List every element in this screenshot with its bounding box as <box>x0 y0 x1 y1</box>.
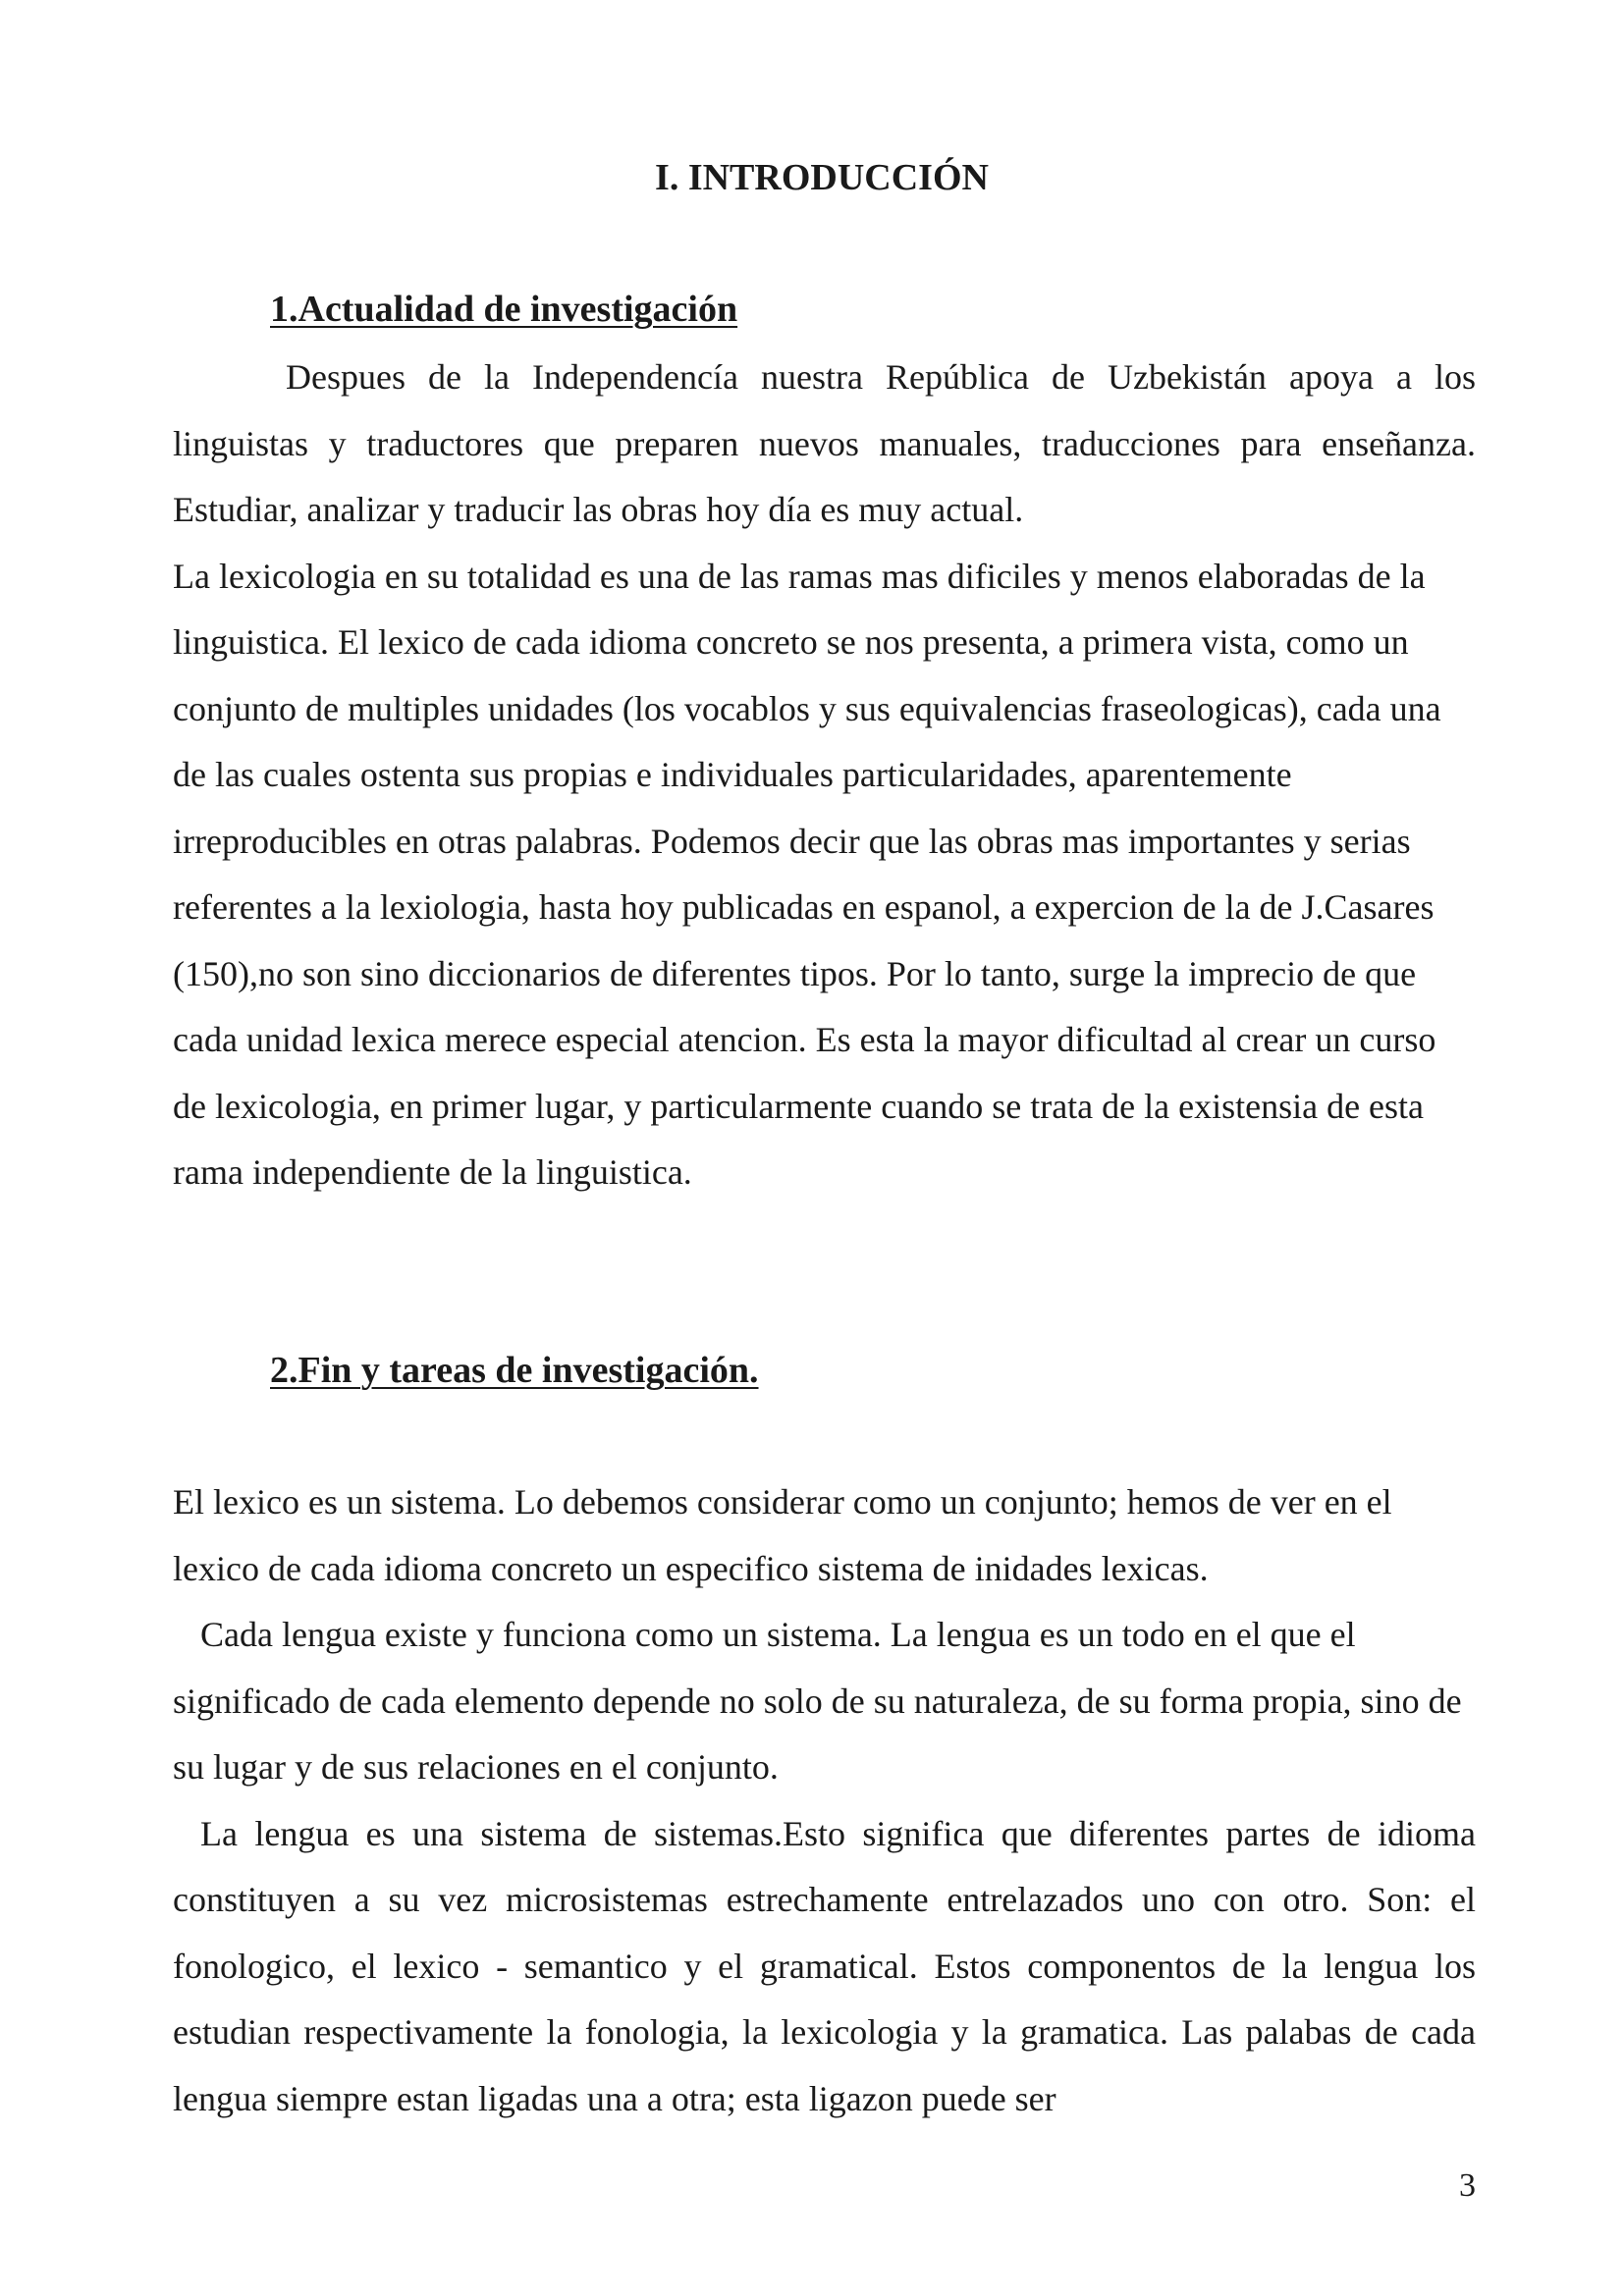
paragraph: El lexico es un sistema. Lo debemos considerar como un conjunto; hemos de ver en el lexico de cada idioma concreto un especifico sistema de inidades lexicas. <box>173 1482 1392 1588</box>
section-body-fin-y-tareas <box>173 1469 1476 2132</box>
paragraph: La lexicologia en su totalidad es una de las ramas mas dificiles y menos elaboradas de la linguistica. El lexico de cada idioma concreto se nos presenta, a primera vista, como un conjunto de multiples unidades (los vocablos y sus equivalencias fraseologicas), cada una de las cuales ostenta sus propias e individuales particularidades, aparentemente irreproducibles en otras palabras. Podemos decir que las obras mas importantes y serias referentes a la lexiologia, hasta hoy publicadas en espanol, a expercion de la de J.Casares (150),no son sino diccionarios de diferentes tipos. Por lo tanto, surge la imprecio de que cada unidad lexica merece especial atencion. Es esta la mayor dificultad al crear un curso de lexicologia, en primer lugar, y particularmente cuando se trata de la existensia de esta rama independiente de la linguistica. <box>173 556 1441 1192</box>
paragraph: Cada lengua existe y funciona como un sistema. La lengua es un todo en el que el significado de cada elemento depende no solo de su naturaleza, de su forma propia, sino de su lugar y de sus relaciones en el conjunto. <box>173 1615 1462 1787</box>
section-heading-fin-y-tareas: 2.Fin y tareas de investigación. <box>270 1350 759 1391</box>
section-heading-actualidad: 1.Actualidad de investigación <box>270 289 738 330</box>
paragraph: La lengua es una sistema de sistemas.Esto significa que diferentes partes de idioma constituyen a su vez microsistemas estrechamente entrelazados uno con otro. Son: el fonologico, el lexico - semantico y el gramatical. Estos componentos de la lengua los estudian respectivamente la fonologia, la lexicologia y la gramatica. Las palabas de cada lengua siempre estan ligadas una a otra; esta ligazon puede ser <box>173 1813 1476 2118</box>
page-number: 3 <box>1459 2167 1476 2204</box>
section-body-actualidad <box>173 345 1476 1206</box>
paragraph: Despues de la Independencía nuestra República de Uzbekistán apoya a los linguistas y traductores que preparen nuevos manuales, traducciones para enseñanza. Estudiar, analizar y traducir las obras hoy día es muy actual. <box>173 357 1476 529</box>
page-title: I. INTRODUCCIÓN <box>655 157 989 198</box>
